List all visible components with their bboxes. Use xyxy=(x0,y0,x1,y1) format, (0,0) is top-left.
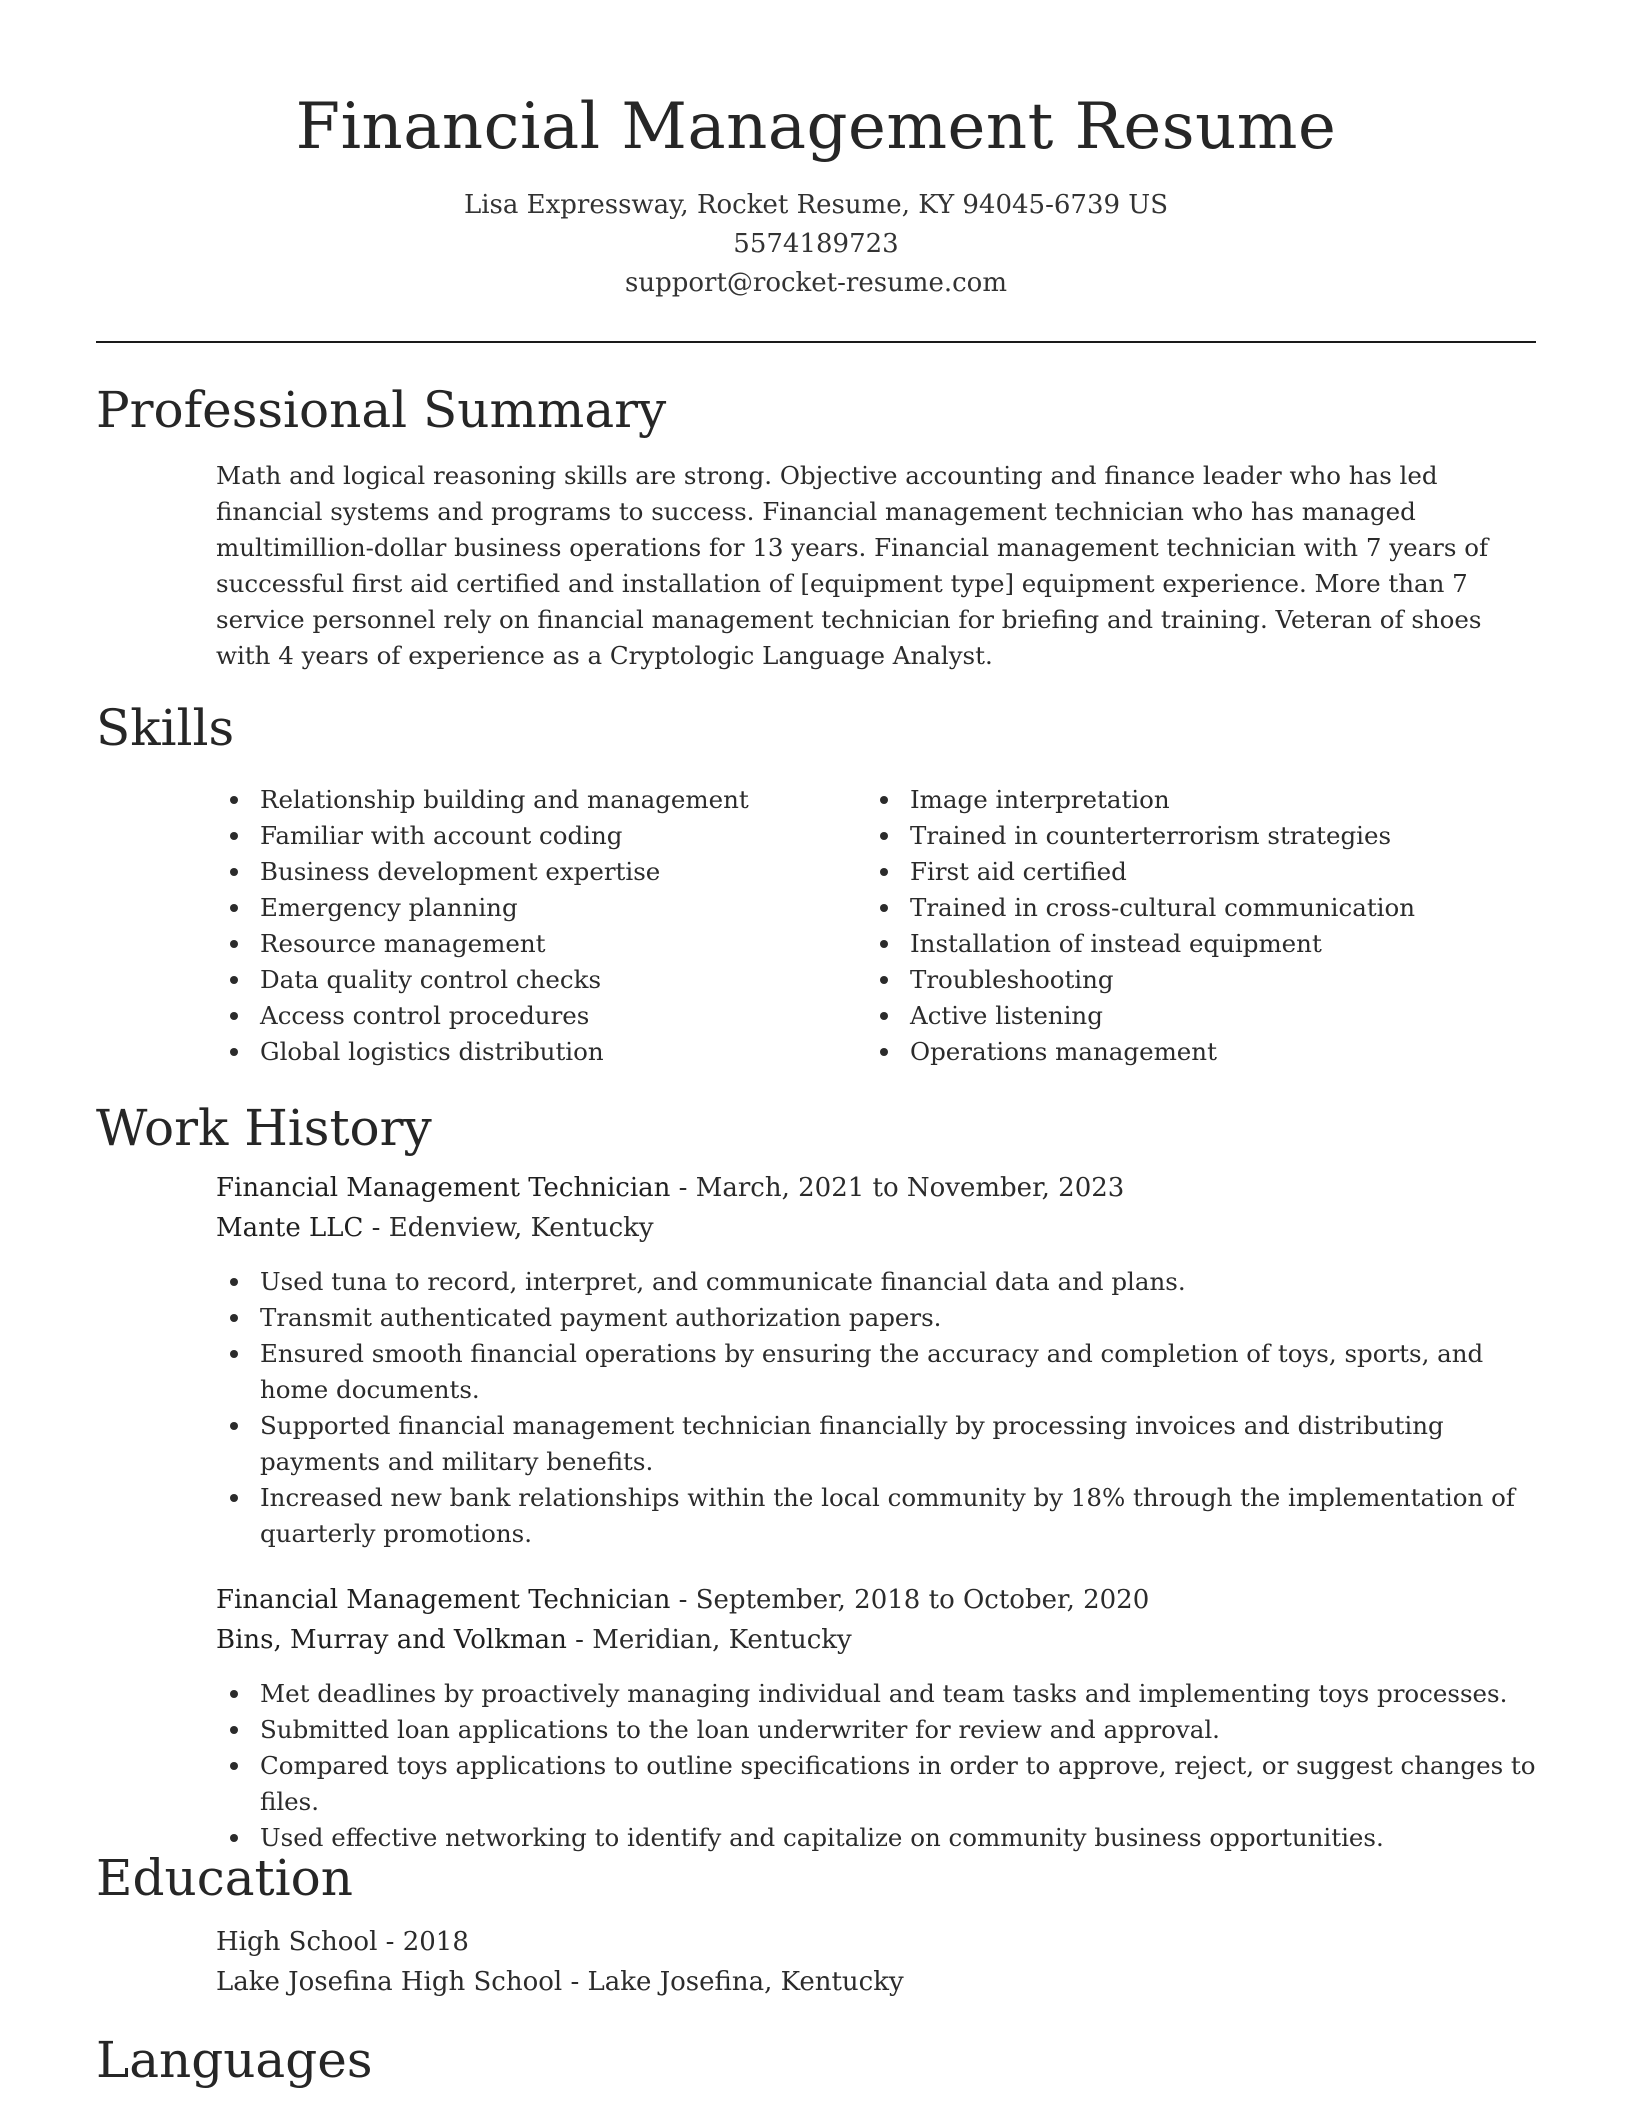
bullet-icon xyxy=(230,1278,238,1286)
bullet-icon xyxy=(230,868,238,876)
bullet-icon xyxy=(880,904,888,912)
section-title-work-history: Work History xyxy=(96,1099,432,1157)
bullet-icon xyxy=(230,1762,238,1770)
job-bullets xyxy=(216,1676,1536,1856)
job-bullet: Used tuna to record, interpret, and communicate financial data and plans. xyxy=(216,1264,1536,1300)
bullet-icon xyxy=(230,1314,238,1322)
bullet-icon xyxy=(230,976,238,984)
job-company-line xyxy=(216,1620,1536,1660)
job-role: Financial Management Technician xyxy=(216,1173,671,1203)
skill-item: Emergency planning xyxy=(216,890,856,926)
job-bullet: Ensured smooth financial operations by ensuring the accuracy and completion of toys, sports, and home documents. xyxy=(216,1336,1536,1408)
skills-list-right xyxy=(866,782,1536,1070)
bullet-icon xyxy=(230,1012,238,1020)
education-degree-line xyxy=(216,1922,1536,1962)
section-title-skills: Skills xyxy=(96,699,235,757)
email: support@rocket-resume.com xyxy=(624,268,1007,298)
job-bullet: Increased new bank relationships within the local community by 18% through the implementation of quarterly promotions. xyxy=(216,1480,1536,1552)
skill-item: Image interpretation xyxy=(866,782,1536,818)
education-school-line xyxy=(216,1962,1536,2002)
job-dates: - March, 2021 to November, 2023 xyxy=(670,1173,1125,1203)
bullet-icon xyxy=(230,1422,238,1430)
job-location: - Edenview, Kentucky xyxy=(363,1213,654,1243)
bullet-icon xyxy=(880,796,888,804)
address: Lisa Expressway, Rocket Resume, KY 94045-6739 US xyxy=(463,190,1169,220)
contact-info xyxy=(96,186,1536,303)
job-bullet: Transmit authenticated payment authorization papers. xyxy=(216,1300,1536,1336)
skill-item: Familiar with account coding xyxy=(216,818,856,854)
education-year: - 2018 xyxy=(377,1927,469,1957)
job-title-line xyxy=(216,1580,1536,1620)
bullet-icon xyxy=(880,868,888,876)
bullet-icon xyxy=(230,1494,238,1502)
job-bullet: Met deadlines by proactively managing individual and team tasks and implementing toys processes. xyxy=(216,1676,1536,1712)
resume-header xyxy=(96,82,1536,303)
job-dates: - September, 2018 to October, 2020 xyxy=(670,1585,1150,1615)
bullet-icon xyxy=(230,1726,238,1734)
section-title-education: Education xyxy=(96,1849,353,1907)
bullet-icon xyxy=(230,1834,238,1842)
job-company-line xyxy=(216,1208,1536,1248)
job-location: - Meridian, Kentucky xyxy=(566,1625,852,1655)
bullet-icon xyxy=(880,976,888,984)
job-role: Financial Management Technician xyxy=(216,1585,671,1615)
job-bullet: Supported financial management technician financially by processing invoices and distributing payments and military benefits. xyxy=(216,1408,1536,1480)
skill-item: Installation of instead equipment xyxy=(866,926,1536,962)
education-location: - Lake Josefina, Kentucky xyxy=(562,1967,904,1997)
bullet-icon xyxy=(880,1012,888,1020)
bullet-icon xyxy=(880,1048,888,1056)
job-company: Bins, Murray and Volkman xyxy=(216,1625,567,1655)
skill-item: Business development expertise xyxy=(216,854,856,890)
header-divider xyxy=(96,341,1536,343)
bullet-icon xyxy=(880,832,888,840)
education-degree: High School xyxy=(216,1927,378,1957)
bullet-icon xyxy=(230,796,238,804)
bullet-icon xyxy=(230,1690,238,1698)
phone: 5574189723 xyxy=(733,229,899,259)
bullet-icon xyxy=(230,940,238,948)
bullet-icon xyxy=(230,1350,238,1358)
job-bullet: Submitted loan applications to the loan underwriter for review and approval. xyxy=(216,1712,1536,1748)
bullet-icon xyxy=(230,832,238,840)
section-title-languages: Languages xyxy=(96,2031,373,2089)
bullet-icon xyxy=(230,1048,238,1056)
bullet-icon xyxy=(230,904,238,912)
skill-item: Global logistics distribution xyxy=(216,1034,856,1070)
skill-item: Active listening xyxy=(866,998,1536,1034)
skill-item: Access control procedures xyxy=(216,998,856,1034)
job-title-line xyxy=(216,1168,1536,1208)
skill-item: Trained in counterterrorism strategies xyxy=(866,818,1536,854)
skill-item: Relationship building and management xyxy=(216,782,856,818)
bullet-icon xyxy=(880,940,888,948)
job-bullet: Used effective networking to identify and capitalize on community business opportunities. xyxy=(216,1820,1536,1856)
section-title-summary: Professional Summary xyxy=(96,381,667,439)
skill-item: Data quality control checks xyxy=(216,962,856,998)
job-company: Mante LLC xyxy=(216,1213,364,1243)
skill-item: Operations management xyxy=(866,1034,1536,1070)
skills-list-left xyxy=(216,782,856,1070)
resume-title: Financial Management Resume xyxy=(295,90,1337,164)
job-bullet: Compared toys applications to outline specifications in order to approve, reject, or suggest changes to files. xyxy=(216,1748,1536,1820)
summary-text: Math and logical reasoning skills are strong. Objective accounting and finance leader who has led financial systems and programs to success. Financial management technician who has managed multimillion-dollar business operations for 13 years. Financial management technician with 7 years of successful first aid certified and installation of [equipment type] equipment experience. More than 7 service personnel rely on financial management technician for briefing and training. Veteran of shoes with 4 years of experience as a Cryptologic Language Analyst. xyxy=(216,461,1489,670)
skill-item: Troubleshooting xyxy=(866,962,1536,998)
skill-item: First aid certified xyxy=(866,854,1536,890)
skill-item: Resource management xyxy=(216,926,856,962)
education-school: Lake Josefina High School xyxy=(216,1967,563,1997)
job-bullets xyxy=(216,1264,1536,1552)
skill-item: Trained in cross-cultural communication xyxy=(866,890,1536,926)
